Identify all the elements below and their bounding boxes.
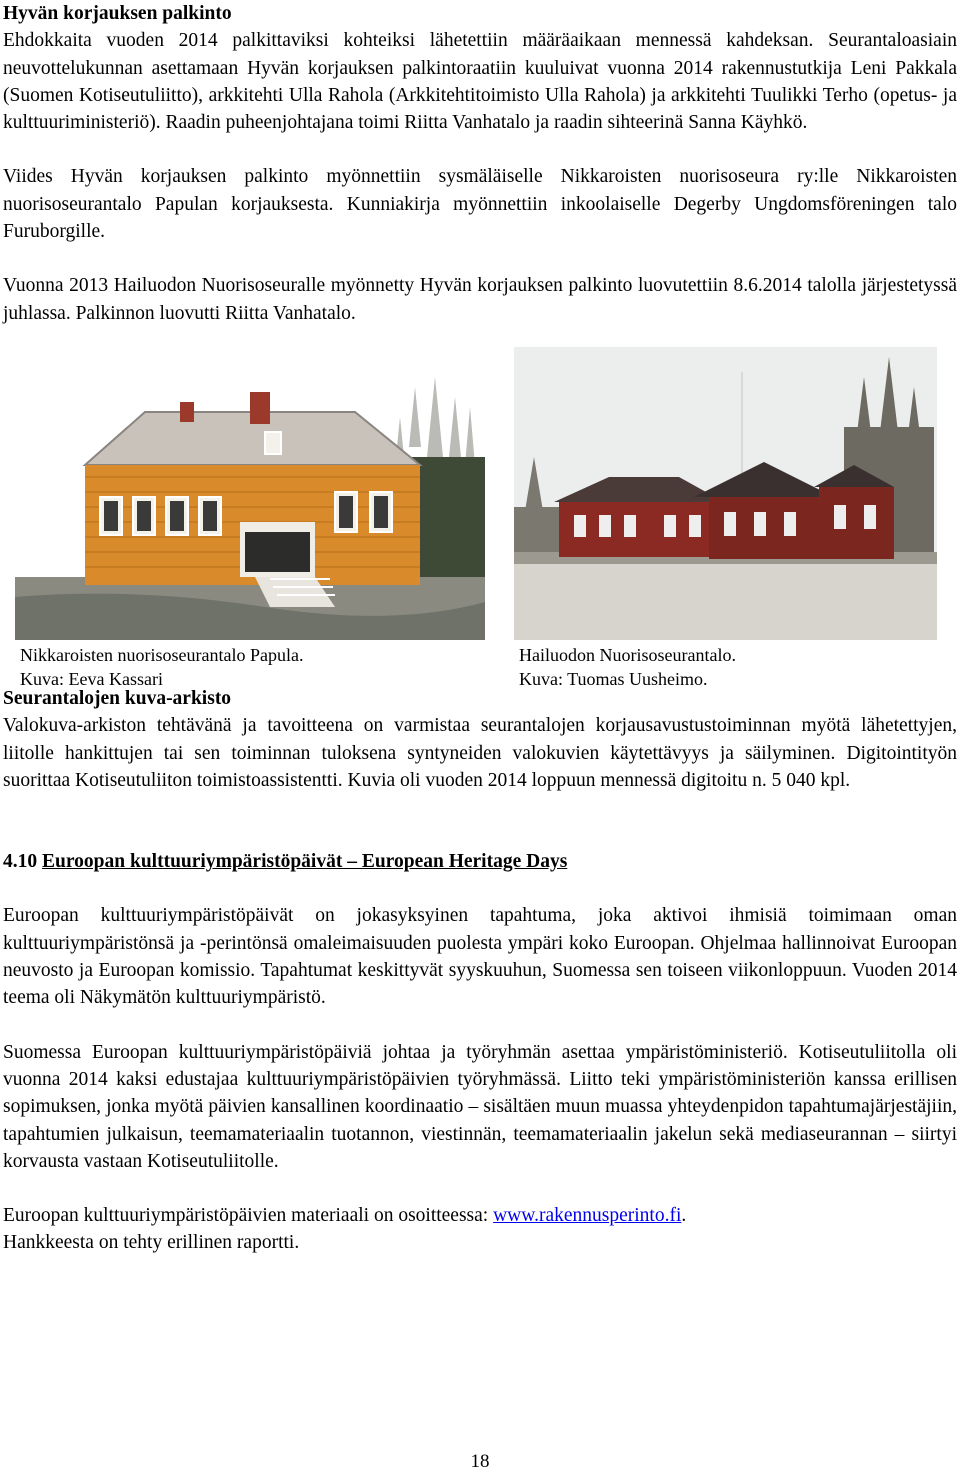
paragraph-archive: Valokuva-arkiston tehtävänä ja tavoitteena on varmistaa seurantalojen korjausavustustoiminnan myötä lähetettyjen, liitolle hankittujen tai sen toiminnan tuloksena syntyneiden valokuvien käytettävyys ja säilyminen. Digitointityön suorittaa Kotiseutuliiton toimistoassistentti. Kuvia oli vuoden 2014 loppuun mennessä digitoitu n. 5 040 kpl. xyxy=(3,715,957,791)
paragraph-heritage-finland: Suomessa Euroopan kulttuuriympäristöpäiviä johtaa ja työryhmän asettaa ympäristöministeriö. Kotiseutuliitolla oli vuonna 2014 kaksi edustajaa kulttuuriympäristöpäivien työryhmässä. Liitto teki ympäristöministeriön kanssa erillisen sopimuksen, jonka myötä päivien kansallinen koordinaatio – sisältäen muun muassa yhteydenpidon tapahtumajärjestäjiin, tapahtumien julkaisun, teemamateriaalin tuotannon, viestinnän, teemamateriaalin jakelun sekä mediaseurannan – siirtyi korvausta vastaan Kotiseutuliitolle. xyxy=(3,1041,957,1172)
material-text: Euroopan kulttuuriympäristöpäivien materiaali on osoitteessa: xyxy=(3,1205,494,1227)
paragraph-award-jury: Ehdokkaita vuoden 2014 palkittaviksi kohteiksi lähetettiin määräaikaan mennessä kahdeksan. Seurantaloasiain neuvottelukunnan asettamaan Hyvän korjauksen palkintoraatiin kuuluivat vuonna 2014 rakennustutkija Leni Pakkala (Suomen Kotiseutuliitto), arkkitehti Ulla Rahola (Arkkitehtitoimisto Ulla Rahola) ja arkkitehti Tuulikki Terho (opetus- ja kulttuuriministeriö). Raadin puheenjohtajana toimi Riitta Vanhatalo ja raadin sihteerinä Sanna Käyhkö. xyxy=(3,30,957,134)
photo-row xyxy=(3,347,957,689)
paragraph-award-2013: Vuonna 2013 Hailuodon Nuorisoseuralle myönnetty Hyvän korjauksen palkinto luovutettiin 8.6.2014 talolla järjestetyssä juhlassa. Palkinnon luovutti Riitta Vanhatalo. xyxy=(3,275,957,324)
section-title-archive: Seurantalojen kuva-arkisto xyxy=(3,687,232,709)
document-page xyxy=(3,0,957,1257)
material-suffix: . xyxy=(681,1205,687,1227)
caption-hailuoto-title: Hailuodon Nuorisoseurantalo. xyxy=(519,644,736,665)
caption-papula-title: Nikkaroisten nuorisoseurantalo Papula. xyxy=(20,644,304,665)
section-heading-heritage-days xyxy=(3,848,957,875)
section-title-award: Hyvän korjauksen palkinto xyxy=(3,3,232,24)
caption-papula-credit: Kuva: Eeva Kassari xyxy=(20,668,163,689)
section-number: 4.10 xyxy=(3,851,38,873)
paragraph-heritage-material xyxy=(3,1202,957,1229)
caption-hailuoto-credit: Kuva: Tuomas Uusheimo. xyxy=(519,668,708,689)
paragraph-heritage-intro: Euroopan kulttuuriympäristöpäivät on jokasyksyinen tapahtuma, joka aktivoi ihmisiä toimimaan oman kulttuuriympäristönsä ja -perintönsä omaleimaisuuden puolesta ympäri koko Euroopan. Ohjelmaa hallinnoivat Euroopan neuvosto ja Euroopan komissio. Tapahtumat keskittyvät syyskuuhun, Suomessa sen toiseen viikonloppuun. Vuoden 2014 teema oli Näkymätön kulttuuriympäristö. xyxy=(3,905,957,1009)
section-heading-text: Euroopan kulttuuriympäristöpäivät – European Heritage Days xyxy=(42,851,568,873)
caption-papula xyxy=(20,643,303,691)
paragraph-award-winner: Viides Hyvän korjauksen palkinto myönnettiin sysmäläiselle Nikkaroisten nuorisoseura ry:lle Nikkaroisten nuorisoseurantalo Papulan korjauksesta. Kunniakirja myönnettiin inkoolaiselle Degerby Ungdomsföreningen talo Furuborgille. xyxy=(3,166,957,243)
rakennusperinto-link[interactable]: www.rakennusperinto.fi xyxy=(493,1205,682,1227)
photo-hailuoto xyxy=(514,347,937,640)
paragraph-heritage-report: Hankkeesta on tehty erillinen raportti. xyxy=(3,1232,300,1254)
photo-papula xyxy=(15,347,485,640)
caption-hailuoto xyxy=(519,643,736,691)
page-number: 18 xyxy=(470,1451,490,1472)
